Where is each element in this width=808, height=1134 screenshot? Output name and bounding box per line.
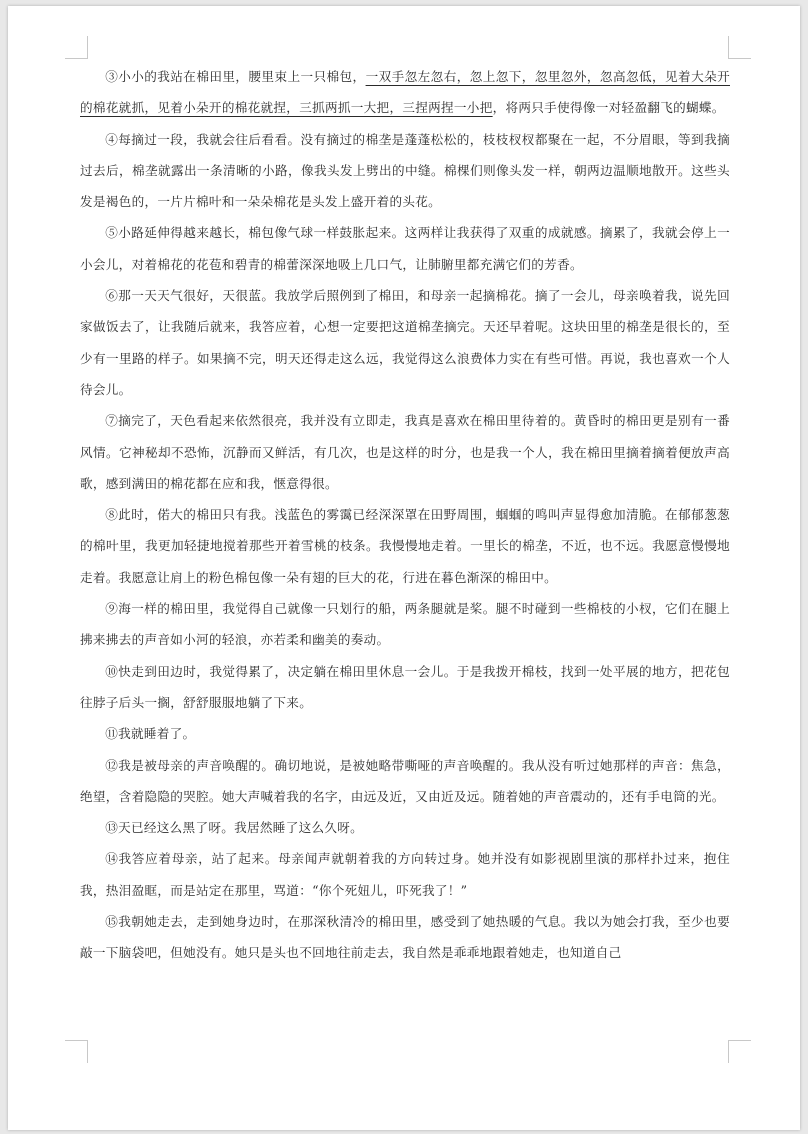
paragraph-7: ⑦摘完了，天色看起来依然很亮，我并没有立即走，我真是喜欢在棉田里待着的。黄昏时的棉田更是别有一番风情。它神秘却不恐怖，沉静而又鲜活，有几次，也是这样的时分，也是我一个人，我在棉田里摘着摘着便放声高歌，感到满田的棉花都在应和我，惬意得很。 — [80, 413, 730, 491]
document-body — [80, 61, 730, 969]
crop-mark-bottom-left — [65, 1040, 88, 1063]
paragraph-15: ⑮我朝她走去，走到她身边时，在那深秋清冷的棉田里，感受到了她热暖的气息。我以为她会打我，至少也要敲一下脑袋吧，但她没有。她只是头也不回地往前走去，我自然是乖乖地跟着她走，也知道自己 — [80, 914, 730, 961]
paragraph-6: ⑥那一天天气很好，天很蓝。我放学后照例到了棉田，和母亲一起摘棉花。摘了一会儿，母亲唤着我，说先回家做饭去了，让我随后就来，我答应着，心想一定要把这道棉垄摘完。天还早着呢。这块田里的棉垄是很长的，至少有一里路的样子。如果摘不完，明天还得走这么远，我觉得这么浪费体力实在有些可惜。再说，我也喜欢一个人待会儿。 — [80, 288, 730, 397]
underlined-sentence: 一双手忽左忽右，忽上忽下，忽里忽外，忽高忽低，见着大朵开的棉花就抓，见着小朵开的棉花就捏，三抓两抓一大把，三捏两捏一小把 — [80, 69, 730, 116]
crop-mark-bottom-right — [728, 1040, 751, 1063]
paragraph-12: ⑫我是被母亲的声音唤醒的。确切地说，是被她略带嘶哑的声音唤醒的。我从没有听过她那样的声音：焦急，绝望，含着隐隐的哭腔。她大声喊着我的名字，由远及近，又由近及远。随着她的声音震动的，还有手电筒的光。 — [80, 757, 730, 804]
document-page — [8, 6, 800, 1130]
paragraph-8: ⑧此时，偌大的棉田只有我。浅蓝色的雾霭已经深深罩在田野周围，蝈蝈的鸣叫声显得愈加清脆。在郁郁葱葱的棉叶里，我更加轻捷地搅着那些开着雪桃的枝条。我慢慢地走着。一里长的棉垄，不近，也不远。我愿意慢慢地走着。我愿意让肩上的粉色棉包像一朵有翅的巨大的花，行进在暮色渐深的棉田中。 — [80, 507, 730, 585]
paragraph-3-text-start: ③小小的我站在棉田里，腰里束上一只棉包， — [105, 69, 366, 84]
paragraph-11: ⑪我就睡着了。 — [105, 726, 196, 742]
paragraph-4: ④每摘过一段，我就会往后看看。没有摘过的棉垄是蓬蓬松松的，枝枝杈杈都聚在一起，不分眉眼，等到我摘过去后，棉垄就露出一条清晰的小路，像我头发上劈出的中缝。棉棵们则像头发一样，朝两边温顺地散开。这些头发是褐色的，一片片棉叶和一朵朵棉花是头发上盛开着的头花。 — [80, 131, 730, 210]
crop-mark-top-right — [728, 36, 751, 59]
paragraph-3-text-end: ，将两只手使得像一对轻盈翻飞的蝴蝶。 — [492, 100, 725, 116]
paragraph-14: ⑭我答应着母亲，站了起来。母亲闻声就朝着我的方向转过身。她并没有如影视剧里演的那样扑过来，抱住我，热泪盈眶，而是站定在那里，骂道：“你个死妞儿，吓死我了！” — [80, 851, 730, 898]
paragraph-3 — [80, 61, 730, 124]
paragraph-10: ⑩快走到田边时，我觉得累了，决定躺在棉田里休息一会儿。于是我拨开棉枝，找到一处平展的地方，把花包往脖子后头一搁，舒舒服服地躺了下来。 — [80, 663, 730, 710]
paragraph-5: ⑤小路延伸得越来越长，棉包像气球一样鼓胀起来。这两样让我获得了双重的成就感。摘累了，我就会停上一小会儿，对着棉花的花苞和碧青的棉蕾深深地吸上几口气，让肺腑里都充满它们的芳香。 — [80, 225, 730, 272]
crop-mark-top-left — [65, 36, 88, 59]
paragraph-9: ⑨海一样的棉田里，我觉得自己就像一只划行的船，两条腿就是桨。腿不时碰到一些棉枝的小杈，它们在腿上拂来拂去的声音如小河的轻浪，亦若柔和幽美的奏动。 — [80, 601, 730, 648]
paragraph-13: ⑬天已经这么黑了呀。我居然睡了这么久呀。 — [105, 820, 364, 836]
